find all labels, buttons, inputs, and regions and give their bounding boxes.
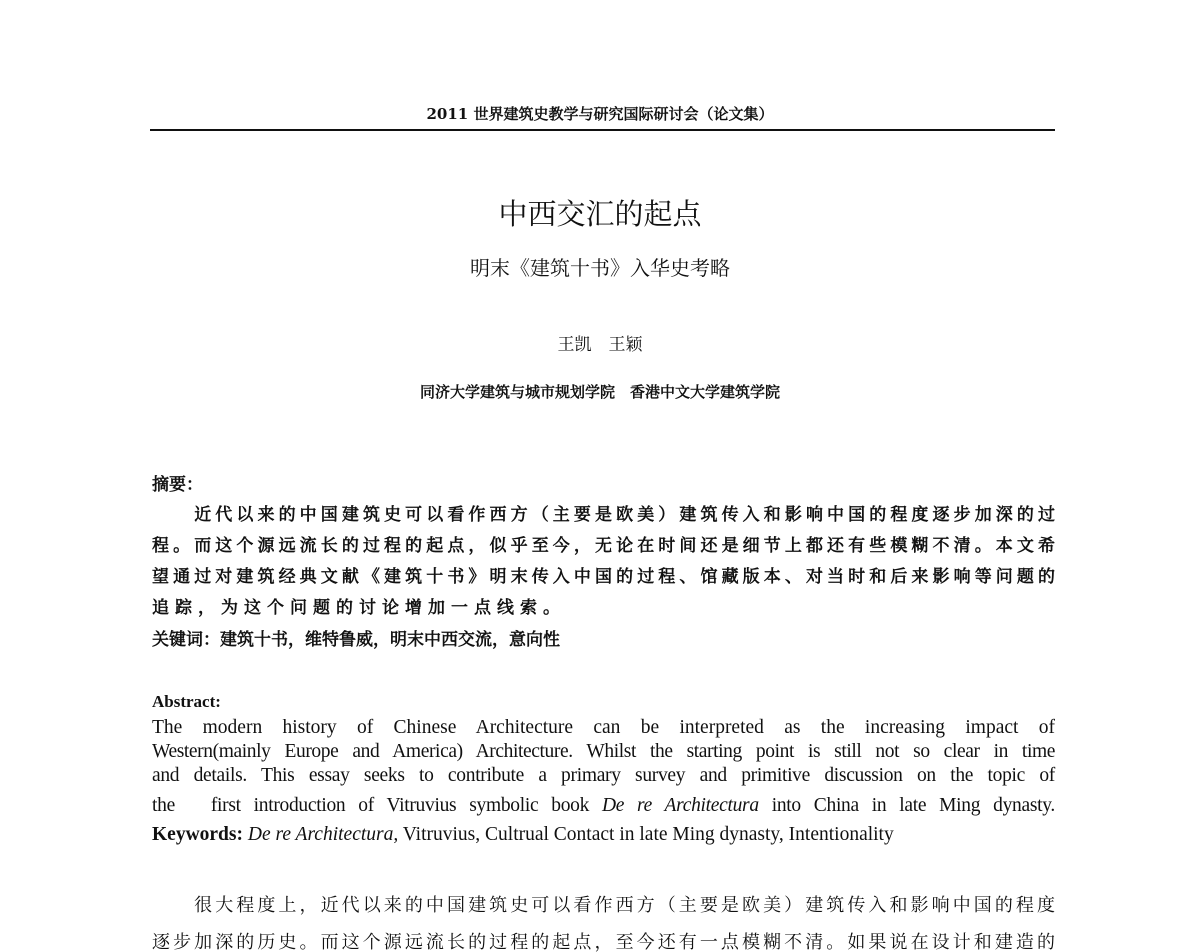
book-title: De re Architectura: [602, 795, 759, 816]
body-line: 很大程度上，近代以来的中国建筑史可以看作西方（主要是欧美）建筑传入和影响中国的程度: [152, 895, 1055, 916]
body-line: 逐步加深的历史。而这个源远流长的过程的起点，至今还有一点模糊不清。如果说在设计和建造的: [152, 932, 1055, 952]
header-rule: [150, 129, 1055, 131]
abstract-en-line: Western(mainly Europe and America) Architecture. Whilst the starting point is still not so clear in time: [152, 741, 1055, 762]
keywords-cn-value: 建筑十书，维特鲁威，明末中西交流，意向性: [220, 630, 560, 650]
paper-subtitle: 明末《建筑十书》入华史考略: [470, 256, 730, 280]
abstract-cn-line: 追踪，为这个问题的讨论增加一点线索。: [152, 598, 566, 618]
keywords-en-label: Keywords:: [152, 824, 243, 845]
abstract-cn-line: 望通过对建筑经典文献《建筑十书》明末传入中国的过程、馆藏版本、对当时和后来影响等问题的: [152, 567, 1055, 587]
abstract-cn-heading: 摘要：: [152, 475, 203, 495]
abstract-en-heading: Abstract:: [152, 692, 221, 711]
keywords-en: Keywords: De re Architectura, Vitruvius, Cultrual Contact in late Ming dynasty, Intentionality: [152, 824, 894, 845]
paper-title: 中西交汇的起点: [498, 197, 702, 231]
abstract-cn-line: 近代以来的中国建筑史可以看作西方（主要是欧美）建筑传入和影响中国的程度逐步加深的过: [152, 505, 1055, 525]
affiliations: 同济大学建筑与城市规划学院 香港中文大学建筑学院: [419, 383, 780, 401]
abstract-en-line: The modern history of Chinese Architecture can be interpreted as the increasing impact of: [152, 717, 1055, 738]
keywords-cn-label: 关键词：: [152, 630, 220, 650]
abstract-en-line: and details. This essay seeks to contribute a primary survey and primitive discussion on the topic of: [152, 765, 1055, 786]
keywords-cn: [152, 625, 560, 650]
running-header: 2011 世界建筑史教学与研究国际研讨会（论文集）: [426, 105, 774, 123]
abstract-en-line: the first introduction of Vitruvius symbolic book De re Architectura into China in late Ming dynasty.: [152, 795, 1055, 816]
authors: 王凯 王颖: [557, 335, 643, 355]
abstract-cn-line: 程。而这个源远流长的过程的起点，似乎至今，无论在时间还是细节上都还有些模糊不清。本文希: [152, 536, 1055, 556]
